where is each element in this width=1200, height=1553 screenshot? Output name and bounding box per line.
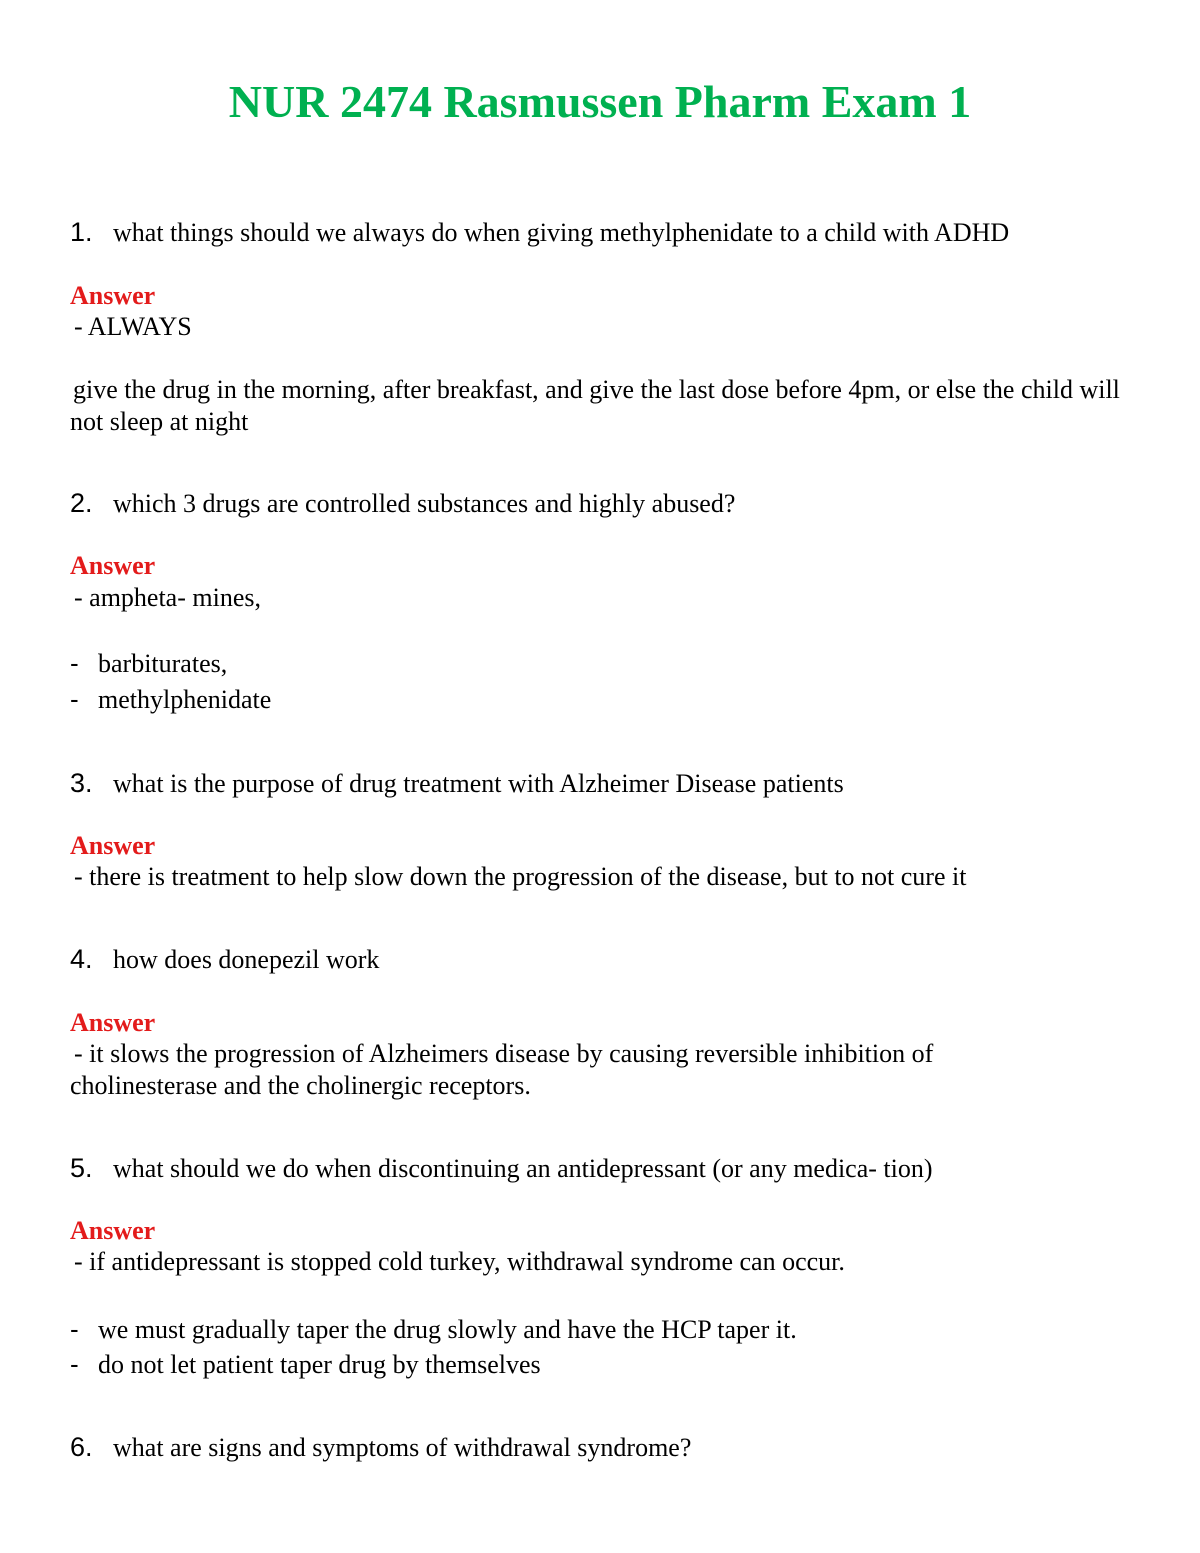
- bullet-item: [70, 646, 227, 681]
- question-text: how does donepezil work: [113, 945, 380, 974]
- question-number: 5.: [70, 1153, 93, 1183]
- answer-line: - ALWAYS: [74, 312, 192, 341]
- question-text: what are signs and symptoms of withdrawal syndrome?: [113, 1433, 692, 1462]
- question-2: [70, 487, 1150, 520]
- question-number: 4.: [70, 944, 93, 974]
- bullet-dash: -: [70, 648, 79, 678]
- answer-line: - ampheta- mines,: [74, 583, 261, 612]
- bullet-dash: -: [70, 684, 79, 714]
- question-number: 6.: [70, 1432, 93, 1462]
- page-title: NUR 2474 Rasmussen Pharm Exam 1: [228, 76, 972, 127]
- question-number: 2.: [70, 488, 93, 518]
- question-text: which 3 drugs are controlled substances and highly abused?: [113, 489, 736, 518]
- bullet-dash: -: [70, 1314, 79, 1344]
- answer-label: Answer: [70, 551, 156, 580]
- bullet-text: barbiturates,: [98, 649, 228, 678]
- answer-label: Answer: [70, 1008, 156, 1037]
- question-1: [70, 216, 1150, 249]
- answer-line: cholinesterase and the cholinergic receptors.: [70, 1071, 531, 1100]
- bullet-item: [70, 1347, 541, 1382]
- question-number: 1.: [70, 217, 93, 247]
- answer-line: - it slows the progression of Alzheimers disease by causing reversible inhibition of: [74, 1039, 934, 1068]
- bullet-dash: -: [70, 1349, 79, 1379]
- bullet-text: do not let patient taper drug by themselves: [98, 1350, 541, 1379]
- question-5: [70, 1152, 1150, 1185]
- answer-line: - there is treatment to help slow down the progression of the disease, but to not cure it: [74, 862, 967, 891]
- question-text: what should we do when discontinuing an antidepressant (or any medica- tion): [113, 1154, 933, 1183]
- question-6: [70, 1431, 1150, 1464]
- bullet-item: [70, 682, 271, 717]
- answer-label: Answer: [70, 831, 156, 860]
- question-text: what things should we always do when giving methylphenidate to a child with ADHD: [113, 218, 1010, 247]
- bullet-text: methylphenidate: [98, 685, 272, 714]
- question-4: [70, 943, 1150, 976]
- answer-label: Answer: [70, 281, 156, 310]
- question-number: 3.: [70, 768, 93, 798]
- bullet-item: [70, 1312, 797, 1347]
- answer-paragraph: give the drug in the morning, after breakfast, and give the last dose before 4pm, or else the child will not sleep at night: [70, 375, 1120, 436]
- question-3: [70, 767, 1150, 800]
- answer-line: - if antidepressant is stopped cold turkey, withdrawal syndrome can occur.: [74, 1247, 845, 1276]
- bullet-text: we must gradually taper the drug slowly and have the HCP taper it.: [98, 1315, 797, 1344]
- question-text: what is the purpose of drug treatment with Alzheimer Disease patients: [113, 769, 844, 798]
- answer-label: Answer: [70, 1216, 156, 1245]
